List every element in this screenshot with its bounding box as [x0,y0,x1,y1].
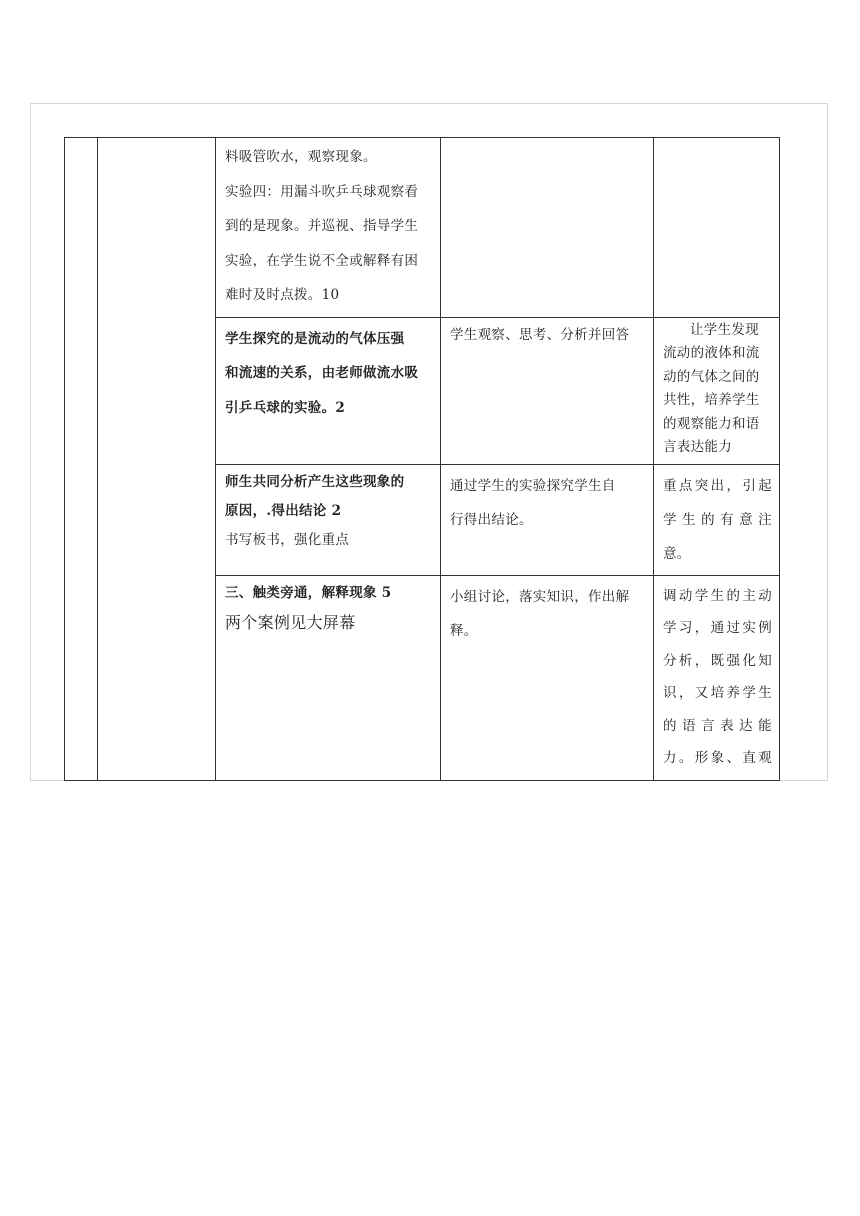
activity-line: 实验四：用漏斗吹乒乓球观察看 [225,183,419,200]
activity-line: 实验，在学生说不全或解释有困 [225,252,419,269]
student-activity-cell [441,138,654,318]
student-activity-cell [441,464,654,575]
student-activity-text [441,138,653,146]
activity-line: 书写板书，强化重点 [225,531,350,548]
intent-line: 流动的液体和流 [663,345,760,361]
activity-line: 到的是现象。并巡视、指导学生 [225,218,419,234]
activity-line: 和流速的关系，由老师做流水吸 [225,365,419,381]
student-activity-cell [441,317,654,464]
intent-line: 重点突出，引起 [663,477,772,494]
activity-line: 学生探究的是流动的气体压强 [225,330,405,347]
teacher-activity-cell [216,138,441,318]
intent-line: 意。 [663,545,691,562]
table-row [65,138,780,318]
design-intent-cell [654,317,780,464]
intent-line: 学生的有意注 [663,511,772,528]
intent-line: 调动学生的主动 [663,587,772,604]
intent-line: 言表达能力 [663,439,732,455]
design-intent-cell [654,464,780,575]
intent-line: 共性，培养学生 [663,392,760,408]
link-cell [98,138,216,781]
student-activity-cell [441,575,654,780]
student-line: 释。 [450,622,478,639]
lesson-plan-table [64,137,780,781]
activity-line: 原因，.得出结论 2 [225,502,342,519]
intent-line: 力。形象、直观 [663,750,772,766]
activity-line: 师生共同分析产生这些现象的 [225,473,405,490]
intent-line: 学习，通过实例 [663,620,772,636]
activity-line: 料吸管吹水，观察现象。 [225,149,377,165]
design-intent-cell [654,575,780,780]
intent-line: 识，又培养学生 [663,685,772,701]
intent-line: 让学生发现 [690,321,759,338]
teacher-activity-cell [216,317,441,464]
student-line: 行得出结论。 [450,511,533,528]
design-intent-cell [654,138,780,318]
activity-line: 难时及时点拨。10 [225,287,340,303]
activity-line: 三、触类旁通，解释现象 5 [225,584,392,601]
teacher-activity-cell [216,575,441,780]
stage-cell [65,138,98,781]
activity-line: 两个案例见大屏幕 [225,612,356,632]
student-line: 小组讨论，落实知识，作出解 [450,588,630,605]
activity-line: 引乒乓球的实验。2 [225,399,346,416]
intent-line: 的语言表达能 [663,717,772,734]
intent-line: 分析，既强化知 [663,652,772,669]
teacher-activity-cell [216,464,441,575]
student-line: 通过学生的实验探究学生自 [450,477,616,494]
intent-line: 的观察能力和语 [663,415,760,432]
student-activity-text: 学生观察、思考、分析并回答 [450,326,630,343]
intent-line: 动的气体之间的 [663,368,760,385]
design-intent-text [654,138,779,146]
